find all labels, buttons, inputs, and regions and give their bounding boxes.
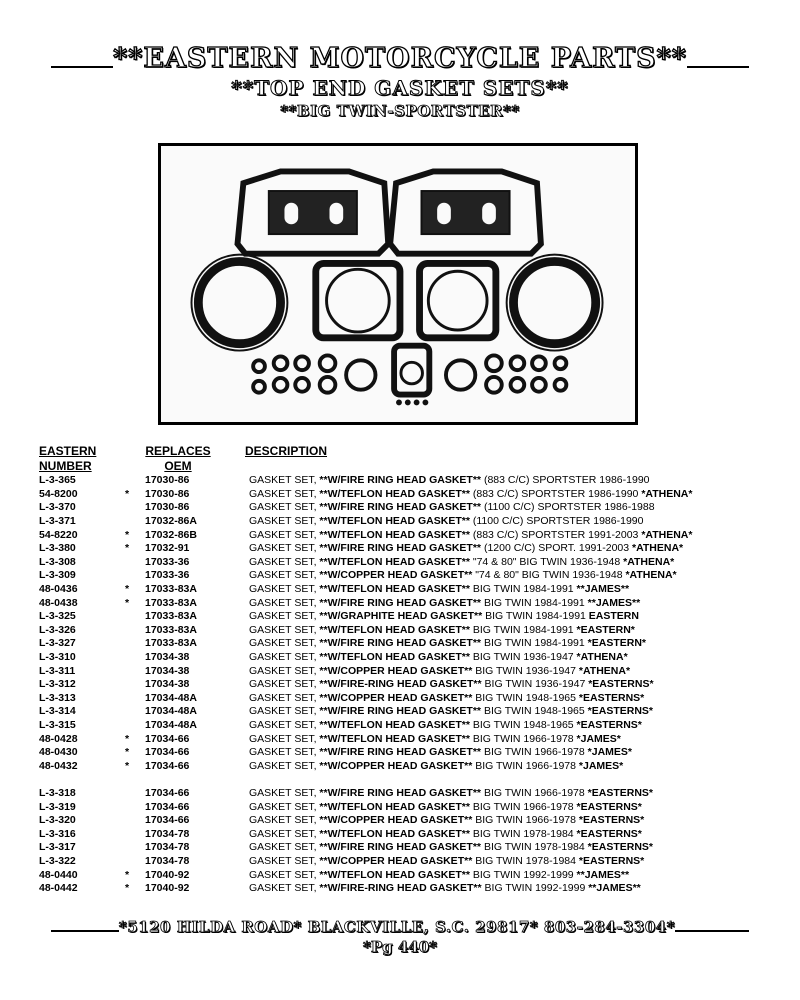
table-row [39, 596, 779, 610]
description-application: BIG TWIN 1948-1965 [481, 705, 588, 718]
description [249, 705, 779, 718]
part-number: L-3-313 [39, 691, 76, 704]
table-row [39, 501, 779, 515]
part-number: L-3-320 [39, 814, 76, 827]
description [249, 841, 779, 854]
gasket-type: **W/COPPER HEAD GASKET** [319, 691, 473, 704]
title-row [0, 40, 800, 74]
brand-label: *ATHENA* [576, 651, 628, 664]
table-row [39, 624, 779, 638]
description-application: BIG TWIN 1936-1947 [481, 678, 589, 691]
gasket-type: **W/TEFLON HEAD GASKET** [319, 732, 470, 745]
footer-row [0, 916, 800, 936]
brand-label: *JAMES* [578, 759, 624, 772]
catalog-title: **EASTERN MOTORCYCLE PARTS** [113, 43, 687, 74]
gasket-type: **W/FIRE RING HEAD GASKET** [319, 542, 482, 555]
oem-number: 17033-83A [145, 623, 197, 636]
catalog-footer [0, 916, 800, 956]
table-row [39, 855, 779, 869]
table-row [39, 800, 779, 814]
description-application: (883 C/C) SPORTSTER 1991-2003 [469, 528, 642, 541]
title-right-rule [687, 66, 749, 68]
table-row [39, 719, 779, 733]
table-row [39, 664, 779, 678]
star-marker: * [124, 746, 130, 759]
table-row [39, 868, 779, 882]
description [249, 597, 779, 610]
description [249, 637, 779, 650]
gasket-type: **W/TEFLON HEAD GASKET** [319, 583, 470, 596]
description-prefix: GASKET SET, [249, 474, 320, 487]
part-number: L-3-316 [39, 827, 76, 840]
star-marker: * [124, 583, 130, 596]
description-prefix: GASKET SET, [249, 746, 320, 759]
description-application: BIG TWIN 1984-1991 [481, 596, 588, 609]
oem-number: 17033-83A [145, 583, 197, 596]
brand-label: *ATHENA* [632, 542, 684, 555]
part-number: L-3-327 [39, 637, 76, 650]
description [249, 610, 779, 623]
oem-number: 17034-38 [145, 678, 190, 691]
description [249, 882, 779, 895]
gasket-type: **W/TEFLON HEAD GASKET** [319, 487, 470, 500]
table-row [39, 556, 779, 570]
gasket-type: **W/FIRE RING HEAD GASKET** [319, 596, 482, 609]
description-prefix: GASKET SET, [249, 515, 320, 528]
description [249, 583, 779, 596]
brand-label: EASTERN [588, 610, 639, 623]
description [249, 828, 779, 841]
description-prefix: GASKET SET, [249, 705, 320, 718]
description-application: BIG TWIN 1966-1978 [469, 732, 577, 745]
description-prefix: GASKET SET, [249, 623, 320, 636]
part-number: L-3-322 [39, 854, 76, 867]
part-number: L-3-370 [39, 501, 76, 514]
brand-label: *EASTERNS* [587, 786, 653, 799]
part-number: L-3-312 [39, 678, 76, 691]
part-number: L-3-325 [39, 610, 76, 623]
table-row [39, 827, 779, 841]
description-application: BIG TWIN 1948-1965 [469, 718, 577, 731]
gasket-type: **W/FIRE-RING HEAD GASKET** [319, 678, 482, 691]
description [249, 746, 779, 759]
part-number: 48-0432 [39, 759, 78, 772]
description-prefix: GASKET SET, [249, 501, 320, 514]
star-marker: * [124, 759, 130, 772]
gasket-type: **W/TEFLON HEAD GASKET** [319, 868, 470, 881]
description [249, 501, 779, 514]
part-number: L-3-371 [39, 515, 76, 528]
gasket-type: **W/COPPER HEAD GASKET** [319, 569, 473, 582]
star-marker: * [124, 542, 130, 555]
description [249, 515, 779, 528]
oem-number: 17034-38 [145, 664, 190, 677]
gasket-set-photo [158, 143, 638, 425]
brand-label: **JAMES** [587, 596, 641, 609]
table-row [39, 814, 779, 828]
description-prefix: GASKET SET, [249, 596, 320, 609]
part-number: L-3-365 [39, 474, 76, 487]
description-application: BIG TWIN 1936-1947 [469, 651, 577, 664]
col-header-replaces-line1: REPLACES [145, 444, 211, 458]
description-prefix: GASKET SET, [249, 528, 320, 541]
description [249, 529, 779, 542]
description-application: BIG TWIN 1984-1991 [482, 610, 589, 623]
part-number: L-3-311 [39, 664, 76, 677]
gasket-type: **W/TEFLON HEAD GASKET** [319, 555, 470, 568]
gasket-type: **W/FIRE RING HEAD GASKET** [319, 637, 482, 650]
description [249, 814, 779, 827]
oem-number: 17032-86A [145, 515, 197, 528]
description-prefix: GASKET SET, [249, 854, 320, 867]
part-number: L-3-315 [39, 718, 76, 731]
description [249, 855, 779, 868]
oem-number: 17034-66 [145, 786, 190, 799]
description-prefix: GASKET SET, [249, 759, 320, 772]
oem-number: 17034-48A [145, 705, 197, 718]
oem-number: 17034-78 [145, 854, 190, 867]
star-marker: * [124, 732, 130, 745]
gasket-type: **W/FIRE RING HEAD GASKET** [319, 786, 482, 799]
description-application: (1100 C/C) SPORTSTER 1986-1990 [469, 515, 644, 528]
description-application: BIG TWIN 1966-1978 [469, 800, 577, 813]
table-row [39, 542, 779, 556]
description [249, 569, 779, 582]
description [249, 733, 779, 746]
gasket-type: **W/FIRE RING HEAD GASKET** [319, 501, 482, 514]
brand-label: *EASTERNS* [587, 841, 653, 854]
brand-label: *EASTERNS* [578, 854, 645, 867]
oem-number: 17032-91 [145, 542, 190, 555]
brand-label: *JAMES* [587, 746, 632, 759]
oem-number: 17030-86 [145, 501, 190, 514]
description-prefix: GASKET SET, [249, 542, 320, 555]
brand-label: *ATHENA* [641, 487, 693, 500]
part-number: 48-0430 [39, 746, 78, 759]
gasket-type: **W/FIRE RING HEAD GASKET** [319, 474, 482, 487]
description-prefix: GASKET SET, [249, 718, 320, 731]
brand-label: *EASTERN* [576, 623, 635, 636]
description [249, 719, 779, 732]
part-number: 48-0436 [39, 583, 78, 596]
description-application: BIG TWIN 1992-1999 [481, 882, 589, 895]
page-number: *Pg 440* [363, 938, 437, 956]
company-address: *5120 HILDA ROAD* BLACKVILLE, S.C. 29817* 803-284-3304* [118, 918, 676, 936]
gasket-set-illustration [161, 146, 635, 422]
brand-label: **JAMES** [576, 868, 630, 881]
part-number: L-3-318 [39, 786, 76, 799]
description-prefix: GASKET SET, [249, 569, 320, 582]
table-row [39, 474, 779, 488]
oem-number: 17032-86B [145, 528, 197, 541]
description-application: (883 C/C) SPORTSTER 1986-1990 [481, 474, 650, 487]
gasket-type: **W/COPPER HEAD GASKET** [319, 854, 473, 867]
section-subtitle: **TOP END GASKET SETS** [231, 76, 569, 100]
col-header-description [245, 444, 327, 459]
brand-label: *EASTERNS* [576, 827, 642, 840]
gasket-type: **W/FIRE RING HEAD GASKET** [319, 705, 482, 718]
oem-number: 17033-83A [145, 596, 197, 609]
oem-number: 17033-36 [145, 569, 190, 582]
part-number: L-3-317 [39, 841, 76, 854]
description-application: BIG TWIN 1966-1978 [481, 746, 588, 759]
description-application: (1100 C/C) SPORTSTER 1986-1988 [481, 501, 655, 514]
star-marker: * [124, 528, 130, 541]
description-application: BIG TWIN 1992-1999 [469, 868, 577, 881]
col-header-replaces-line2: OEM [164, 459, 192, 473]
gasket-type: **W/TEFLON HEAD GASKET** [319, 515, 470, 528]
table-row [39, 841, 779, 855]
table-row [39, 528, 779, 542]
oem-number: 17033-83A [145, 637, 197, 650]
table-row [39, 746, 779, 760]
table-row [39, 787, 779, 801]
description-prefix: GASKET SET, [249, 610, 320, 623]
part-number: 48-0438 [39, 596, 78, 609]
table-row [39, 882, 779, 896]
oem-number: 17034-78 [145, 827, 190, 840]
description [249, 760, 779, 773]
brand-label: **JAMES** [576, 583, 630, 596]
part-number: L-3-308 [39, 555, 76, 568]
description-prefix: GASKET SET, [249, 691, 320, 704]
part-number: L-3-380 [39, 542, 76, 555]
description-application: "74 & 80" BIG TWIN 1936-1948 [472, 569, 626, 582]
oem-number: 17034-66 [145, 746, 190, 759]
table-row [39, 569, 779, 583]
description [249, 692, 779, 705]
brand-label: *EASTERN* [587, 637, 646, 650]
oem-number: 17034-48A [145, 691, 197, 704]
description-application: BIG TWIN 1978-1984 [481, 841, 588, 854]
footer-right-rule [675, 930, 749, 932]
description-application: (883 C/C) SPORTSTER 1986-1990 [469, 487, 642, 500]
gasket-type: **W/TEFLON HEAD GASKET** [319, 718, 470, 731]
oem-number: 17033-36 [145, 555, 190, 568]
description [249, 488, 779, 501]
description [249, 787, 779, 800]
brand-label: *JAMES* [576, 732, 621, 745]
col-header-eastern-line1: EASTERN [39, 444, 97, 458]
description-application: BIG TWIN 1978-1984 [472, 854, 579, 867]
part-number: L-3-309 [39, 569, 76, 582]
description [249, 624, 779, 637]
description-prefix: GASKET SET, [249, 487, 320, 500]
description [249, 542, 779, 555]
oem-number: 17034-78 [145, 841, 190, 854]
star-marker: * [124, 596, 130, 609]
table-row [39, 637, 779, 651]
gasket-type: **W/TEFLON HEAD GASKET** [319, 827, 470, 840]
model-subtitle: **BIG TWIN-SPORTSTER** [280, 102, 520, 120]
col-header-replaces [141, 444, 215, 474]
gasket-type: **W/GRAPHITE HEAD GASKET** [319, 610, 483, 623]
description-application: BIG TWIN 1966-1978 [472, 759, 579, 772]
star-marker: * [124, 868, 130, 881]
description-application: BIG TWIN 1948-1965 [472, 691, 579, 704]
brand-label: *EASTERNS* [576, 718, 642, 731]
col-header-eastern-line2: NUMBER [39, 459, 92, 473]
part-number: 54-8220 [39, 528, 78, 541]
description-prefix: GASKET SET, [249, 827, 320, 840]
description-application: BIG TWIN 1936-1947 [472, 664, 579, 677]
star-marker: * [124, 882, 130, 895]
oem-number: 17034-66 [145, 800, 190, 813]
oem-number: 17033-83A [145, 610, 197, 623]
gasket-type: **W/COPPER HEAD GASKET** [319, 664, 473, 677]
col-header-description-label: DESCRIPTION [245, 444, 328, 458]
description-prefix: GASKET SET, [249, 800, 320, 813]
gasket-type: **W/FIRE RING HEAD GASKET** [319, 841, 482, 854]
description [249, 678, 779, 691]
description-application: (1200 C/C) SPORT. 1991-2003 [481, 542, 632, 555]
parts-table [39, 474, 779, 895]
description-prefix: GASKET SET, [249, 868, 320, 881]
description [249, 801, 779, 814]
description-prefix: GASKET SET, [249, 882, 320, 895]
brand-label: *ATHENA* [625, 569, 677, 582]
description-prefix: GASKET SET, [249, 555, 320, 568]
description-application: BIG TWIN 1966-1978 [481, 786, 588, 799]
star-marker: * [124, 487, 130, 500]
description-prefix: GASKET SET, [249, 583, 320, 596]
oem-number: 17030-86 [145, 474, 190, 487]
oem-number: 17040-92 [145, 882, 190, 895]
description-prefix: GASKET SET, [249, 678, 320, 691]
description-prefix: GASKET SET, [249, 651, 320, 664]
table-row [39, 488, 779, 502]
brand-label: *EASTERNS* [576, 800, 642, 813]
description-prefix: GASKET SET, [249, 841, 320, 854]
catalog-header [0, 40, 800, 120]
gasket-type: **W/TEFLON HEAD GASKET** [319, 623, 470, 636]
table-row [39, 610, 779, 624]
description [249, 556, 779, 569]
col-header-eastern [39, 444, 96, 474]
description [249, 474, 779, 487]
part-number: L-3-319 [39, 800, 76, 813]
gasket-type: **W/COPPER HEAD GASKET** [319, 759, 473, 772]
description-application: BIG TWIN 1984-1991 [481, 637, 588, 650]
title-left-rule [51, 66, 113, 68]
part-number: L-3-326 [39, 623, 76, 636]
description-application: "74 & 80" BIG TWIN 1936-1948 [469, 555, 624, 568]
brand-label: *EASTERNS* [588, 678, 654, 691]
part-number: 48-0440 [39, 868, 78, 881]
table-row [39, 651, 779, 665]
brand-label: *ATHENA* [641, 528, 693, 541]
brand-label: *EASTERNS* [578, 691, 645, 704]
oem-number: 17040-92 [145, 868, 190, 881]
brand-label: *ATHENA* [578, 664, 631, 677]
description [249, 651, 779, 664]
table-row [39, 583, 779, 597]
oem-number: 17030-86 [145, 487, 190, 500]
description-prefix: GASKET SET, [249, 664, 320, 677]
gasket-type: **W/COPPER HEAD GASKET** [319, 814, 473, 827]
description-prefix: GASKET SET, [249, 637, 320, 650]
brand-label: **JAMES** [588, 882, 641, 895]
description [249, 869, 779, 882]
description-application: BIG TWIN 1984-1991 [469, 623, 577, 636]
gasket-type: **W/FIRE-RING HEAD GASKET** [319, 882, 482, 895]
table-row [39, 732, 779, 746]
footer-left-rule [51, 930, 119, 932]
description-application: BIG TWIN 1966-1978 [472, 814, 579, 827]
table-row [39, 678, 779, 692]
part-number: 48-0442 [39, 882, 78, 895]
part-number: 54-8200 [39, 487, 78, 500]
table-row [39, 692, 779, 706]
description-prefix: GASKET SET, [249, 814, 320, 827]
brand-label: *EASTERNS* [587, 705, 653, 718]
oem-number: 17034-66 [145, 732, 190, 745]
description-prefix: GASKET SET, [249, 732, 320, 745]
description-application: BIG TWIN 1978-1984 [469, 827, 577, 840]
part-number: L-3-314 [39, 705, 76, 718]
table-row [39, 759, 779, 773]
table-row [39, 515, 779, 529]
gasket-type: **W/TEFLON HEAD GASKET** [319, 800, 470, 813]
gasket-type: **W/FIRE RING HEAD GASKET** [319, 746, 482, 759]
gasket-type: **W/TEFLON HEAD GASKET** [319, 651, 470, 664]
oem-number: 17034-38 [145, 651, 190, 664]
description-prefix: GASKET SET, [249, 786, 320, 799]
part-number: 48-0428 [39, 732, 78, 745]
oem-number: 17034-66 [145, 759, 190, 772]
brand-label: *ATHENA* [623, 555, 675, 568]
description [249, 665, 779, 678]
description-application: BIG TWIN 1984-1991 [469, 583, 577, 596]
oem-number: 17034-66 [145, 814, 190, 827]
brand-label: *EASTERNS* [578, 814, 645, 827]
oem-number: 17034-48A [145, 718, 197, 731]
part-number: L-3-310 [39, 651, 76, 664]
table-row [39, 705, 779, 719]
gasket-type: **W/TEFLON HEAD GASKET** [319, 528, 470, 541]
